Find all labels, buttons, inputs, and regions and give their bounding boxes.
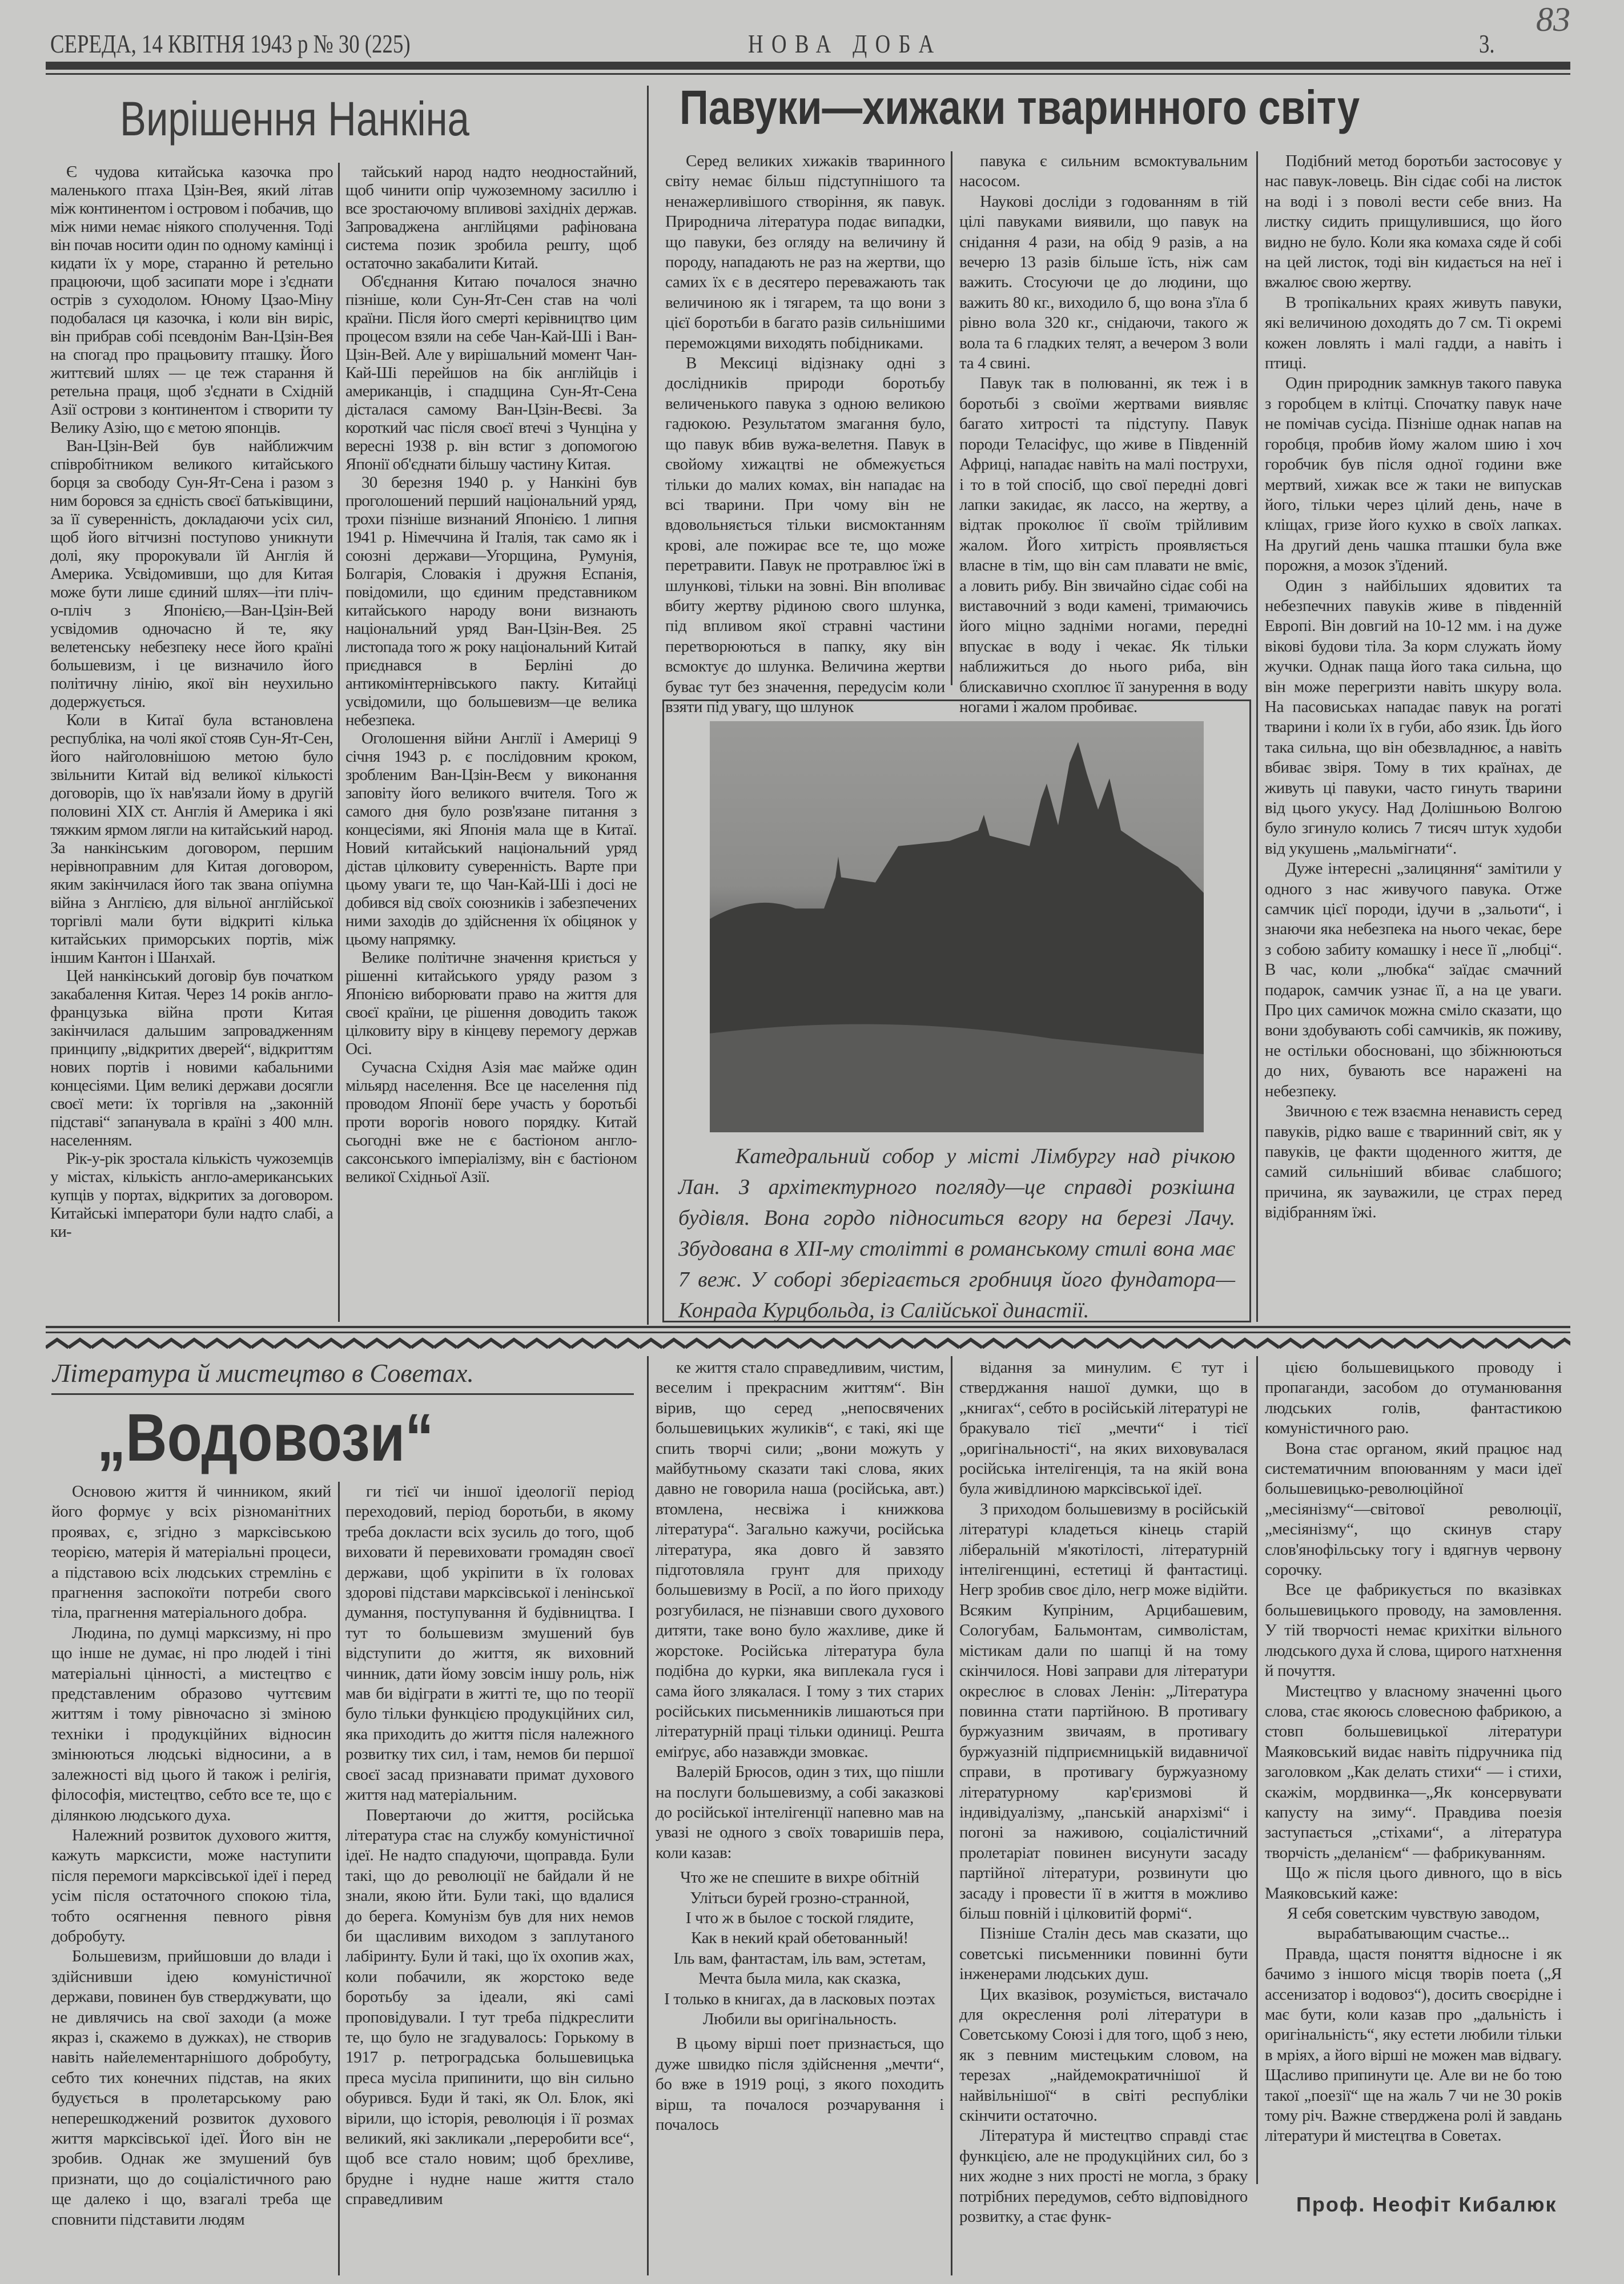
paragraph: Цих вказівок, розуміється, вистачало для окреслення ролі літератури в Советському Союзі і для того, щоб з нею, як з певним мистецьким словом, на терезах „найдемократичнішої й найвільнішої“ в світі республіки скінчити остаточно. [959, 1985, 1248, 2125]
nanking-col-1 [50, 163, 333, 1322]
paragraph: Павук так в полюванні, як теж і в боротьбі з своїми жертвами виявляє багато хитрості та підступу. Павук породи Теласіфус, що живе в Південній Африці, нападає навіть на малі пострухи, і то в той спосіб, що свої передні довгі лапки закидає, як лассо, на жертву, а відтак проколює її своїм трійливим жалом. Його хитрість проявляється власне в тім, що він сам плавати не вміє, а ловить рибу. Він звичайно сідає собі на виставочний з води камені, тримаючись його міцно задніми ногами, передні впускає в воду і чекає. Як тільки наближиться до нього риба, він блискавично схоплює її занурення в воду ногами і жалом пробиває. [959, 374, 1248, 716]
poem-line: Мечта была мила, как сказка, [698, 1969, 901, 1988]
paragraph: Повертаючи до життя, російська література стає на службу комуністичної ідеї. Не надто спадуючи, щоправда. Були такі, що до революції не байдали й не знали, якою йти. Були такі, що вдалися до берега. Комунізм був для них немов би щасливим виходом з заплутаного лабіринту. Були й такі, що їх охопив жах, коли побачили, як жорстоко веде боротьбу за ідеали, які самі проповідували. І тут треба підкреслити те, що було не згадувалось: Горькому в 1917 р. петроградська большевицька преса мусіла припинити, що він сильно обурився. Буди й такі, як Ол. Блок, які вірили, що історія, революція і її розмах великий, які закликали „переробити все“, щоб все стало новим; щоб брехливе, брудне і нудне наше життя стало справедливим [345, 1806, 634, 2209]
paragraph: Мистецтво у власному значенні цього слова, стає якоюсь словесною фабрикою, а стовп большевицької літератури Маяковський видає навіть підручника під заголовком „Как делать стихи“ — і стихи, скажім, мордвинка—„Як консервувати капусту на зиму“. Правдива поезія заступається „стіхами“, а література творчість „деланієм“ — фабрикуванням. [1265, 1682, 1562, 1862]
poem-line: І что ж в былое с тоской глядите, [685, 1908, 914, 1927]
paragraph: В Мексиці відізнаку одні з дослідників природи боротьбу величенького павука з одною великою гадюкою. Результатом змагання було, що павук вбив вужа-велетня. Павук в свойому хижацтві не обмежується тільки до малих комах, він нападає на всі тварини. При чому він не вдовольняється тільки висмоктанням крові, але пожирає все те, що може перетравити. Павук не протравлює їжі в шлункові, тільки на зовні. Він вполиває вбиту жертву рідиною свого шлунка, під впливом якої стравні частини перетворюються в папку, яку він всмоктує до шлунка. Величина жертви буває тут без значення, передусім коли взяти під увагу, що шлунок [665, 354, 945, 716]
column-divider [1256, 151, 1258, 1322]
paragraph: Належний розвиток духового життя, кажуть марксисти, може наступити після перемоги марксівської ідеї і перед усім після остаточного спокою тіла, тобто осягнення певного рівня добробуту. [51, 1825, 331, 1945]
paragraph: Що ж після цього дивного, що в вісь Маяковський каже: [1265, 1864, 1562, 1903]
article-title-nanking: Вирішення Нанкіна [120, 92, 469, 146]
nanking-col-2 [345, 163, 637, 1322]
article-title-vodovozy: „Водовози“ [97, 1400, 434, 1475]
masthead-rule-thin [46, 73, 1570, 75]
paragraph: цією большевицького проводу і пропаганди, засобом до отуманювання людських голів, фантастикою комуністичного раю. [1265, 1358, 1562, 1438]
paragraph: Велике політичне значення криється у рішенні китайського уряду разом з Японією виборювати право на життя для своєї країни, це рішення доводить також цілковиту віру в кінцеву перемогу держав Осі. [345, 948, 637, 1058]
paragraph: З приходом большевизму в російській літературі кладеться кінець старій ліберальній м'якотілості, літературній інтелігенщині, естетиці й фантастиці. Негр зробив своє діло, негр може відійти. Всяким Купріним, Арцибашевим, Сологубам, Бальмонтам, символістам, містикам дали по шапці й на тому скінчилося. Нові заправи для літератури окреслює в словах Ленін: „Література повинна стати партійною. В противагу буржуазним звичаям, в противагу буржуазній підприємницькій видавничої справи, в противагу буржуазному літературному кар'єризмові й індивідуалізму, „панській анархізмі“ і погоні за наживою, соціалістичний пролетаріат повинен висунути засаду партійної літератури, розвинути цю засаду і провести її в життя в можливо більш повній і цілковитій формі“. [959, 1499, 1248, 1923]
paragraph: Подібний метод боротьби застосовує у нас павук-ловець. Він сідає собі на листок на воді і з поволі вести себе вниз. На листку сидить прищулившися, що його видно не було. Коли яка комаха сяде й собі на цей листок, тоді він кидається на неї і вжалює свою жертву. [1265, 152, 1562, 292]
author-signature: Проф. Неофіт Кибалюк [1296, 2193, 1557, 2216]
column-divider [951, 1356, 952, 2275]
poem-line: Іль вам, фантастам, іль вам, эстетам, [673, 1949, 926, 1968]
zigzag-border [46, 1337, 1570, 1350]
masthead-paper-name: НОВА ДОБА [748, 29, 942, 58]
paragraph: Дуже інтересні „залицяння“ замітили у одного з нас живучого павука. Отже самчик цієї породи, ідучи в „зальоти“, і знаючи яка небезпека на нього чекає, бере з собою забиту комашку і несе її „любці“. В час, коли „любка“ заїдає смачний подарок, самчик узнає її, а на це уваги. Про цих самичок можна сміло сказати, що вони здобувають собі самчиків, як поживу, не остільки обосновані, що збіжнюються до них, бувають все наражені на небезпеку. [1265, 859, 1562, 1100]
poem-line: Любили вы оригінальность. [702, 2010, 897, 2028]
heading-rule [51, 1393, 634, 1395]
poem-line: Что же не спешите в вихре обітній [680, 1868, 919, 1887]
paragraph: ги тієї чи іншої ідеології період переходовий, період боротьби, в якому треба докласти всіх зусиль до того, щоб виховати й перевиховати громадян своєї держави, щоб укріпити в їх головах здорові підстави марксівської і ленінської думання, поступування й будівництва. І тут то большевизм змушений був відступити до життя, як виховний чинник, дати йому зовсім іншу роль, ніж мав би відіграти в житті те, що по теорії було тільки функцією продукційних сил, яка приходить до життя після належного розвитку тих сил, і там, немов би першої своєї засад признавати примат духового життя над матеріальним. [345, 1482, 634, 1804]
paragraph: В тропікальних краях живуть павуки, які величиною доходять до 7 см. Ті окремі кожен ловлять і малі гадди, а навіть і птиці. [1265, 293, 1562, 373]
spiders-col-3 [1265, 151, 1562, 1319]
handwritten-mark: 83 [1536, 1, 1570, 38]
column-divider [338, 163, 340, 1322]
spiders-col-1 [665, 151, 945, 716]
column-divider [1256, 1356, 1258, 2184]
photo-box [662, 699, 1251, 1322]
poem-line: І только в книгах, да в ласковых поэтах [664, 1989, 935, 2008]
paragraph: Рік-у-рік зростала кількість чужоземців у містах, кількість англо-американських купців у портах, відкритих за договором. Китайські імператори були надто слабі, а ки- [50, 1149, 333, 1241]
cathedral-silhouette [710, 721, 1204, 1132]
paragraph: Большевизм, прийшовши до влади і здійснивши ідею комуністичної держави, повинен був стверджувати, що не дивлячись на свої заходи (а може якраз і, скажемо в дужках), не створив навіть найелементарнішого добробуту, себто тих конечних підстав, на яких будується в пролетарському раю неперешкоджений розвиток духового життя марксівської ідеї. Його він не зробив. Однак же змушений був признати, що до соціалістичного раю ще далеко і що, взагалі треба ще сповнити підставити людям [51, 1947, 331, 2229]
paragraph: 30 березня 1940 р. у Нанкіні був проголошений перший національний уряд, трохи пізніше визнаний Японією. 1 липня 1941 р. Німеччина й Італія, так само як і союзні держави—Угорщина, Румунія, Болгарія, Словакія і дружня Еспанія, повідомили, що єдиним представником китайського народу вони визнають національний уряд Ван-Цзін-Вея. 25 листопада того ж року національний Китай приєднався в Берліні до антикомінтернівського пакту. Китайці усвідомили, що большевизм—це велика небезпека. [345, 473, 637, 729]
poem-line: Как в некий край обетованный! [691, 1929, 909, 1948]
literature-col-5 [1265, 1358, 1562, 2180]
paragraph: Ван-Цзін-Вей був найближчим співробітником великого китайського борця за свободу Сун-Ят-Сена і разом з ним боровся за єдність своєї батьківщини, за її суверенність, докладаючи усіх сил, щоб його вітчизні поступово уникнути долі, яку пророкували їй Англія й Америка. Усвідомивши, що для Китая може бути лише єдиний шлях—іти пліч-о-пліч з Японією,—Ван-Цзін-Вей усвідомив одночасно й те, яку велетенську небезпеку несе його країні большевизм, і це визначило його політичну лінію, якої він неухильно додержується. [50, 437, 333, 711]
paragraph: Один природник замкнув такого павука з горобцем в клітці. Спочатку павук наче не помічав сусіда. Пізніше однак напав на горобця, пробив йому жалом шию і хоч горобчик був після одної години вже мертвий, хижак все ж таки не випускав його, тільки через цілий день, наче в кліщах, гризе його кухко в своїх лапках. На другий день чашка пташки була вже порожня, а мозок з'їдений. [1265, 374, 1562, 575]
page-number: 3. [1479, 29, 1495, 58]
section-heading-literature: Література й мистецтво в Советах. [53, 1358, 474, 1388]
column-divider [951, 151, 952, 685]
photo-caption: Катедральний собор у місті Лімбургу над річкою Лан. З архітектурного погляду—це справді розкішна будівля. Вона гордо підноситься вгору на березі Лачу. Збудована в XII-му столітті в романському стилі вона має 7 веж. У соборі зберігається гробниця його фундатора—Конрада Курцбольда, із Салійської династії. [678, 1144, 1235, 1322]
cathedral-photo [710, 721, 1204, 1132]
paragraph: тайський народ надто неодностайний, щоб чинити опір чужоземному засиллю і все зростаючому впливові західніх держав. Запроваджена англійцями рафінована система позик зробила решту, щоб остаточно закабалити Китай. [345, 163, 637, 272]
column-divider [647, 1356, 649, 2275]
literature-col-1 [51, 1482, 331, 2275]
literature-col-3 [656, 1358, 944, 2274]
paragraph: Оголошення війни Англії і Америці 9 січня 1943 р. є послідовним кроком, зробленим Ван-Цзін-Веєм у виконання заповіту його великого вчителя. Того ж самого дня було розв'язане питання з концесіями, які Японія мала ще в Китаї. Новий китайський національний уряд дістав цілковиту суверенність. Варте при цьому уваги те, що Чан-Кай-Ші і досі не добився від своїх союзників і забезпечених ними заходів до здійснення їх обіцянок у цьому напрямку. [345, 729, 637, 948]
paragraph: Коли в Китаї була встановлена республіка, на чолі якої стояв Сун-Ят-Сен, його найголовнішою метою було звільнити Китай від великої кількості договорів, що їх нав'язали йому в другій половині XIX ст. Англія й Америка і які тяжким ярмом лягли на китайський народ. За нанкінським договором, першим нерівноправним для Китая договором, яким закінчилася його так звана опіумна війна з Англією, для вільної англійської торгівлі мали бути відкриті кілька китайських приморських портів, між іншим Кантон і Шанхай. [50, 711, 333, 967]
paragraph: Література й мистецтво справді стає функцією, але не продукційних сил, бо з них жодне з них прості не могла, з браку потрібних передумов, себто відповідного розвитку, а стає функ- [959, 2126, 1248, 2226]
column-divider [338, 1482, 340, 2275]
paragraph: Сучасна Східня Азія має майже один мільярд населення. Все це населення під проводом Японії бере участь у боротьбі проти ворогів нового порядку. Китай сьогодні вже не є бастіоном англо-саксонського імперіалізму, він є бастіоном великої Східньої Азії. [345, 1058, 637, 1186]
paragraph: Цей нанкінський договір був початком закабалення Китая. Через 14 років англо-французька війна проти Китая закінчилася дальшим запровадженням принципу „відкритих дверей“, відкриттям нових портів і новими кабальними концесіями. Цим великі держави досягли своєї мети: їх торгівля на „законній підставі“ запанувала в країні з 400 млн. населенням. [50, 967, 333, 1149]
masthead-date-issue: СЕРЕДА, 14 КВІТНЯ 1943 р № 30 (225) [50, 29, 411, 58]
paragraph: Є чудова китайська казочка про маленького птаха Цзін-Вея, який літав між континентом і островом і побачив, що між ними немає ніякого сполучення. Тоді він почав носити один по одному камінці і кидати їх у море, старанно й ретельно працюючи, щоб засипати море і з'єднати острів з суходолом. Юному Цзао-Міну подобалася ця казочка, і коли він виріс, він прибрав собі псевдонім Ван-Цзін-Вея на спогад про працьовиту пташку. Його життєвий шлях — це теж старання й ретельна праця, щоб з'єднати в Східній Азії острови з континентом і створити ту Велику Азію, що є метою японців. [50, 163, 333, 437]
poem [656, 1868, 944, 2029]
paragraph: ке життя стало справедливим, чистим, веселим і прекрасним життям“. Він вірив, що серед „непосвячених большевицьких жуликів“, є такі, які ще спить творчі сили; „вони можуть у майбутньому сказати такі слова, яких давно не говорила наша (російська, авт.) втомлена, несвіжа і книжкова література“. Загально кажучи, російська література, яка довго й завзято підготовляла грунт для приходу большевизму в Росії, а по його приходу розгубилася, не пізнавши свого духового дитяти, таке воно було жахливе, дике й жорстоке. Російська література була подібна до курки, яка виплекала гуся і сама його злякалася. І тому з тих старих російських письменників лишаються при літературній праці тільки одиниці. Решта еміґрує, або назавжди змовкає. [656, 1358, 944, 1761]
paragraph: Об'єднання Китаю почалося значно пізніше, коли Сун-Ят-Сен став на чолі країни. Після його смерті керівництво цим процесом взяли на себе Чан-Кай-Ші і Ван-Цзін-Вей. Але у вирішальний момент Чан-Кай-Ші перейшов на бік англійців і американців, і спадщина Сун-Ят-Сена дісталася самому Ван-Цзін-Веєві. За короткий час після своєї втечі з Чунціна у вересні 1938 р. він встиг з допомогою Японії об'єднати більшу частину Китая. [345, 272, 637, 473]
paragraph: В цьому вірші поет признається, що дуже швидко після здійснення „мечти“, бо вже в 1919 році, з якого походить вірш, та почалося розчарування і почалось [656, 2034, 944, 2134]
paragraph: Один з найбільших ядовитих та небезпечних павуків живе в південній Европі. Він довгий на 10-12 мм. і на дуже вікові будови тіла. За корм служать йому жучки. Однак паща його така сильна, що він може перегризти навіть шкуру вола. На пасовиськах нападає павук на рогаті тварини і коли їх в губи, або язик. Їдь його така сильна, що він обезвладнює, а навіть вбиває звіря. Тому в тих країнах, де живуть ці павуки, часто гинуть тварини від цього укусу. Над Долішньою Волгою було згинуло колись 7 тисяч штук худоби від укушень „мальмігнати“. [1265, 576, 1562, 858]
paragraph: Людина, по думці марксизму, ні про що інше не думає, ні про людей і тіні матеріальні цінності, а мистецтво є представленим образово чуттєвим життям і тому рівночасно зі зміною техніки і продукційних відносин змінюються людські відносини, а в залежності від цього й також і релігія, філософія, мистецтво, себто все те, що є ділянкою людського духа. [51, 1623, 331, 1824]
paragraph: Звичною є теж взаємна ненависть серед павуків, рідко ваше є тваринний світ, як у павуків, це факти щоденного життя, де самий сильніший вбиває слабшого; причина, як зауважили, це страх перед відібранням їжі. [1265, 1102, 1562, 1222]
paragraph: Основою життя й чинником, який його формує у всіх різноманітних проявах, є, згідно з марксівською теорією, матерія й матеріальні процеси, а підставою всіх людських стремлінь є прагнення заспокоїти потреби свого тіла, прагнення матеріального добра. [51, 1482, 331, 1622]
article-title-spiders: Павуки—хижаки тваринного світу [680, 81, 1360, 134]
paragraph: Пізніше Сталін десь мав сказати, що советські письменники повинні бути інженерами людських душ. [959, 1924, 1248, 1984]
paragraph: Все це фабрикується по вказівках большевицького проводу, на замовлення. У тій творчості немає крихітки вільного людського духа й слова, щирого натхнення й почуття. [1265, 1581, 1562, 1680]
paragraph: Валерій Брюсов, один з тих, що пішли на послуги большевизму, а собі заказкові до російської інтелігенції напевно мав на увазі не одного з своїх товаришів пера, коли казав: [656, 1763, 944, 1862]
paragraph: Вона стає органом, який працює над систематичним впоюванням у маси ідеї большевицько-революційної „месіянізму“—світової революції, „месіянізму“, що скинув стару слов'янофільську тогу і вдягнув червону сорочку. [1265, 1439, 1562, 1579]
paragraph: павука є сильним всмоктувальним насосом. [959, 152, 1248, 191]
spiders-col-2 [959, 151, 1248, 716]
section-rule [46, 1326, 1570, 1328]
literature-col-2 [345, 1482, 634, 2275]
paragraph: Правда, щастя поняття відносне і як бачимо з іншого місця творів поета („Я ассенизатор і водовоз“), досить своєрідне і має бути, коли казав про „дальність і оригінальність“, яку естети любили тільки в мріях, а його вірші не можен мав відвагу. Щасливо припинути це. Але ви не бо тою такої „поезії“ ще на жаль 7 чи не 30 років тому річ. Важне стверджена ролі й завдань літератури й мистецтва в Советах. [1265, 1944, 1562, 2145]
paragraph: Наукові досліди з годованням в тій цілі павуками виявили, що павук на снідання 4 рази, на обід 9 разів, а на вечерю 13 разів більше їсть, ніж сам важить. Стосуючи це до людини, що важить 80 кг., виходило б, що вона з'їла б рівно вола 320 кг., снідаючи, такого ж вола та 6 гладких телят, а вечером 3 воли та 4 свині. [959, 192, 1248, 373]
literature-col-4 [959, 1358, 1248, 2274]
section-rule-thin [46, 1332, 1570, 1333]
poem-line: Улітьси бурей грозно-странной, [690, 1888, 910, 1907]
paragraph: Серед великих хижаків тваринного світу немає більш підступнішого та ненажерливішого створіння, як павук. Природнича література подає випадки, що павуки, без огляду на величину й породу, нападають не раз на жертви, що самих їх є в десятеро переважають так величиною як і тягарем, та що вони з цієї боротьби в багато разів сильнішими переможцями виходять побідниками. [665, 152, 945, 352]
masthead-rule [46, 62, 1570, 70]
quote: Я себя советским чувствую заводом, вырабатывающим счастье... [1287, 1904, 1540, 1943]
article-divider [647, 86, 649, 1325]
paragraph: відання за минулим. Є тут і стверджання нашої думки, що в „книгах“, себто в російській літературі не бракувало тієї „мечти“ і тієї „оригінальності“, на яких виховувалася російська інтелігенція, та на якій вона була живідлиною марксівської ідеї. [959, 1358, 1248, 1498]
